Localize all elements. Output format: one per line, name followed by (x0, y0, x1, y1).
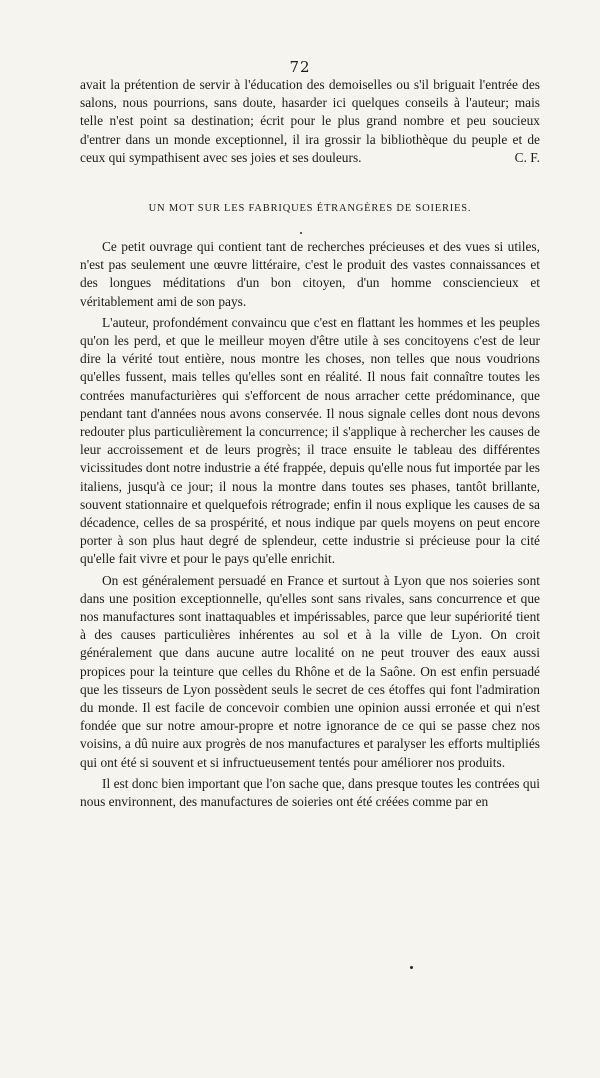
article-paragraph-2: L'auteur, profondément convaincu que c'est en flattant les hommes et les peuples qu'on les perd, et que le meilleur moyen d'être utile à ses concitoyens c'est de leur dire la vérité tout entière, nous montre les choses, non telles que nous voudrions qu'elles fussent, mais telles qu'elles sont en réalité. Il nous fait connaître toutes les contrées manufacturières qui s'efforcent de nous arracher cette prédominance, que pendant tant d'années nous avons conservée. Il nous signale celles dont nous devons redouter plus particulièrement la concurrence; il s'applique à rechercher les causes de leur accroissement et de leurs progrès; il trace ensuite le tableau des différentes vicissitudes dont notre industrie a été frappée, depuis qu'elle nous fut importée par les italiens, jusqu'à ce jour; il nous la montre dans toutes ses phases, tantôt brillante, souvent stationnaire et quelquefois rétrograde; enfin il nous explique les causes de sa décadence, celles de sa prospérité, et nous indique par quels moyens on peut encore porter à son plus haut degré de splendeur, cette industrie si précieuse pour la cité qu'elle fait vivre et pour le pays qu'elle enrichit. (80, 314, 540, 567)
article-heading: UN MOT SUR LES FABRIQUES ÉTRANGÈRES DE SOIERIES. (148, 203, 472, 214)
intro-paragraph-block (80, 76, 540, 167)
page-number: 72 (289, 58, 311, 76)
article-paragraph-1: Ce petit ouvrage qui contient tant de recherches précieuses et des vues si utiles, n'est pas seulement une œuvre littéraire, c'est le produit des vastes connaissances et des longues méditations d'un bon citoyen, d'un homme consciencieux et véritablement ami de son pays. (80, 239, 540, 309)
ink-speck (300, 232, 302, 234)
article-paragraph-3: On est généralement persuadé en France et surtout à Lyon que nos soieries sont dans une position exceptionnelle, qu'elles sont sans rivales, sans concurrence et que nos manufactures sont inattaquables et impérissables, parce que leur supériorité tient à des causes particulières inhérentes au sol et à la ville de Lyon. On croit généralement que dans aucune autre localité on ne peut trouver des eaux aussi propices pour la teinture que celles du Rhône et de la Saône. On est enfin persuadé que les tisseurs de Lyon possèdent seuls le secret de ces étoffes qui font l'admiration du monde. Il est facile de concevoir combien une opinion aussi erronée et qui n'est fondée que sur notre amour-propre et notre ignorance de ce qui se passe chez nos voisins, a dû nuire aux progrès de nos manufactures et paralyser les efforts multipliés qui ont été si souvent et si infructueusement tentés pour améliorer nos produits. (80, 572, 540, 770)
article-paragraph-4: Il est donc bien important que l'on sache que, dans presque toutes les contrées qui nous environnent, des manufactures de soieries ont été créées comme par en (80, 775, 540, 810)
intro-text: avait la prétention de servir à l'éducation des demoiselles ou s'il briguait l'entrée des salons, nous pourrions, sans doute, hasarder ici quelques conseils à l'auteur; mais telle n'est point sa destination; écrit pour le plus grand nombre et peu soucieux d'entrer dans un monde exceptionnel, il ira grossir la bibliothèque du peuple et de ceux qui sympathisent avec ses joies et ses douleurs. (80, 77, 540, 165)
article-body (80, 238, 540, 811)
ink-speck (410, 966, 413, 969)
intro-paragraph (80, 76, 540, 167)
signature: C. F. (514, 149, 540, 165)
